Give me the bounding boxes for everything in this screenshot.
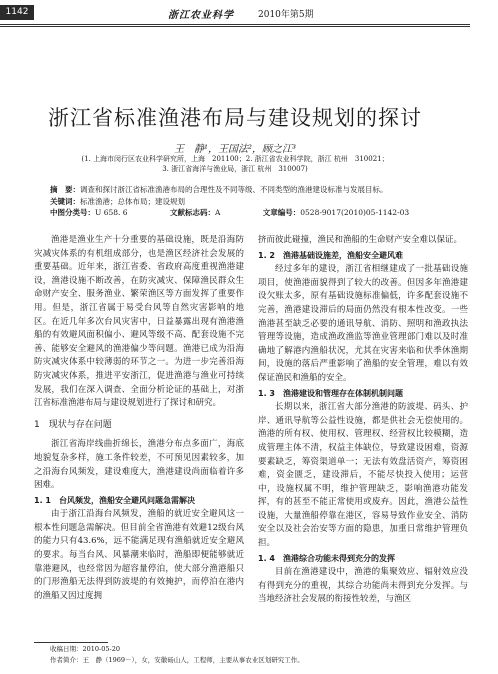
section-1-paragraph: 浙江省海岸线曲折绵长，渔港分布点多面广，海底地貌复杂多样，施工条件较差，不可预见因素较多，加之沿海台风频发，建设难度大，渔港建设尚面临着许多困难。 <box>34 439 244 491</box>
article-id-label: 文章编号： <box>262 208 301 217</box>
subsection-1-2-heading: 1. 2 渔港基础设施差，渔船安全避风难 <box>258 250 403 260</box>
page-header <box>0 0 498 24</box>
body-column-right <box>258 234 468 607</box>
clc-label: 中图分类号： <box>50 208 95 217</box>
footnote-author: 作者简介：王 静（1969－），女，安徽砀山人，工程师，主要从事农业区划研究工作。 <box>50 656 304 664</box>
abstract-label: 摘 要： <box>50 185 80 194</box>
header-rule <box>0 24 470 25</box>
abstract <box>50 184 470 195</box>
keywords <box>50 196 470 207</box>
article-id-value: 0528-9017(2010)05-1142-03 <box>300 208 410 217</box>
header-rule-secondary <box>0 26 470 27</box>
subsection-1-1-heading: 1. 1 台风频发，渔船安全避风问题急需解决 <box>34 495 195 505</box>
continued-paragraph: 挤而彼此碰撞，渔民和渔船的生命财产安全难以保证。 <box>258 235 463 245</box>
body-column-left <box>34 234 244 603</box>
footnote-rule <box>34 642 108 643</box>
issue-label: 2010年第5期 <box>258 10 314 20</box>
page-number: 1142 <box>0 5 34 20</box>
clc-value: U 658. 6 <box>95 208 128 217</box>
footnote-received: 收稿日期：2010-05-20 <box>50 645 120 653</box>
section-1-heading: 1 现状与存在问题 <box>34 419 112 430</box>
doc-code-label: 文献标志码： <box>169 208 215 217</box>
affiliation-line-1: (1. 上海市闵行区农业科学研究所，上海 201100；2. 浙江省农业科学院，浙江 杭州 310021； <box>81 155 389 163</box>
subsection-1-2-paragraph: 经过多年的建设，浙江省相继建成了一批基础设施项目，使渔港面貌得到了较大的改善。但因多年渔港建设欠账太多，原有基础设施标准偏低，许多配套设施不完善，渔港建设滞后的局面仍然没有根本性改变。一些渔港甚至缺乏必要的通讯导航、消防、照明和渔政执法管理等设施，造成渔政渔监等渔业管理部门难以及时准确地了解港内渔船状况，尤其在灾害来临和伏季休渔期间，设施的落后严重影响了渔船的安全管理，难以有效保证渔民和渔船的安全。 <box>258 264 468 383</box>
intro-paragraph: 渔港是渔业生产十分重要的基础设施，既是沿海防灾减灾体系的有机组成部分，也是渔区经济社会发展的重要基础。近年来，浙江省委、省政府高度重视渔港建设，渔港设施不断改善，在防灾减灾、保障渔民群众生命财产安全、服务渔业、繁荣渔区等方面发挥了重要作用。但是，浙江省属于易受台风等自然灾害影响的地区。在近几年多次台风灾害中，日益暴露出现有渔港渔船的有效避风面积偏小、避风等级不高、配套设施不完善、能够安全避风的渔港偏少等问题。渔港已成为沿海防灾减灾体系中较薄弱的环节之一。为进一步完善沿海防灾减灾体系，推进平安浙江，促进渔港与渔业可持续发展，我们在深入调查、全面分析论证的基础上，对浙江省标准渔港布局与建设规划进行了探讨和研究。 <box>34 235 244 409</box>
keywords-label: 关键词： <box>50 197 80 206</box>
subsection-1-3-paragraph: 长期以来，浙江省大部分渔港的防波堤、码头、护岸、通讯导航等公益性设施，都是供社会无偿使用的。渔港的所有权、使用权、管理权、经营权比较模糊，造成管理主体不清，权益主体缺位，导致建设困难，资源要素缺乏，筹资渠道单一；无法有效盘活资产，筹资困难，资金匮乏，建设滞后，不能尽快投入使用；运营中，设施权属不明，维护管理缺乏，影响渔港功能发挥，有的甚至不能正常使用或废弃。因此，渔港公益性设施，大量渔船停靠在港区，容易导致作业安全、消防安全以及社会治安等方面的隐患，加重日常维护管理负担。 <box>258 402 468 549</box>
journal-name: 浙江农业科学 <box>168 10 234 21</box>
subsection-1-4-heading: 1. 4 渔港综合功能未得到充分的发挥 <box>258 553 395 563</box>
classification-line <box>50 207 470 218</box>
abstract-text: 调查和探讨浙江省标准渔港布局的合理性及不同等级、不同类型的渔港建设标准与发展目标。 <box>80 185 388 194</box>
subsection-1-3-heading: 1. 3 渔港建设和管理存在体制机制问题 <box>258 388 403 398</box>
subsection-1-1-paragraph: 由于浙江沿海台风频发，渔船的就近安全避风这一根本性问题急需解决。但目前全省渔港有效避12级台风的能力只有43.6%，远不能满足现有渔船就近安全避风的要求。每当台风、风暴潮来临时，渔船即便能够就近靠港避风，也经常因为超容量停泊，使大部分渔港船只的门形渔船无法得到防波堤的有效掩护，而停泊在港内的渔船又因过度拥 <box>34 509 244 601</box>
doc-code-value: A <box>214 208 221 217</box>
subsection-1-4-paragraph: 目前在渔港建设中，渔港的集聚效应、辐射效应没有得到充分的重视，其综合功能尚未得到充分发挥。与当地经济社会发展的衔接性较差，与渔区 <box>258 567 468 605</box>
article-authors: 王 静¹，王国法²，顾之江³ <box>173 144 297 155</box>
article-title: 浙江省标准渔港布局与建设规划的探讨 <box>48 106 422 130</box>
keywords-text: 标准渔港；总体布局；建设规划 <box>80 197 185 206</box>
affiliation-line-2: 3. 浙江省海洋与渔业局，浙江 杭州 310007) <box>162 165 308 173</box>
